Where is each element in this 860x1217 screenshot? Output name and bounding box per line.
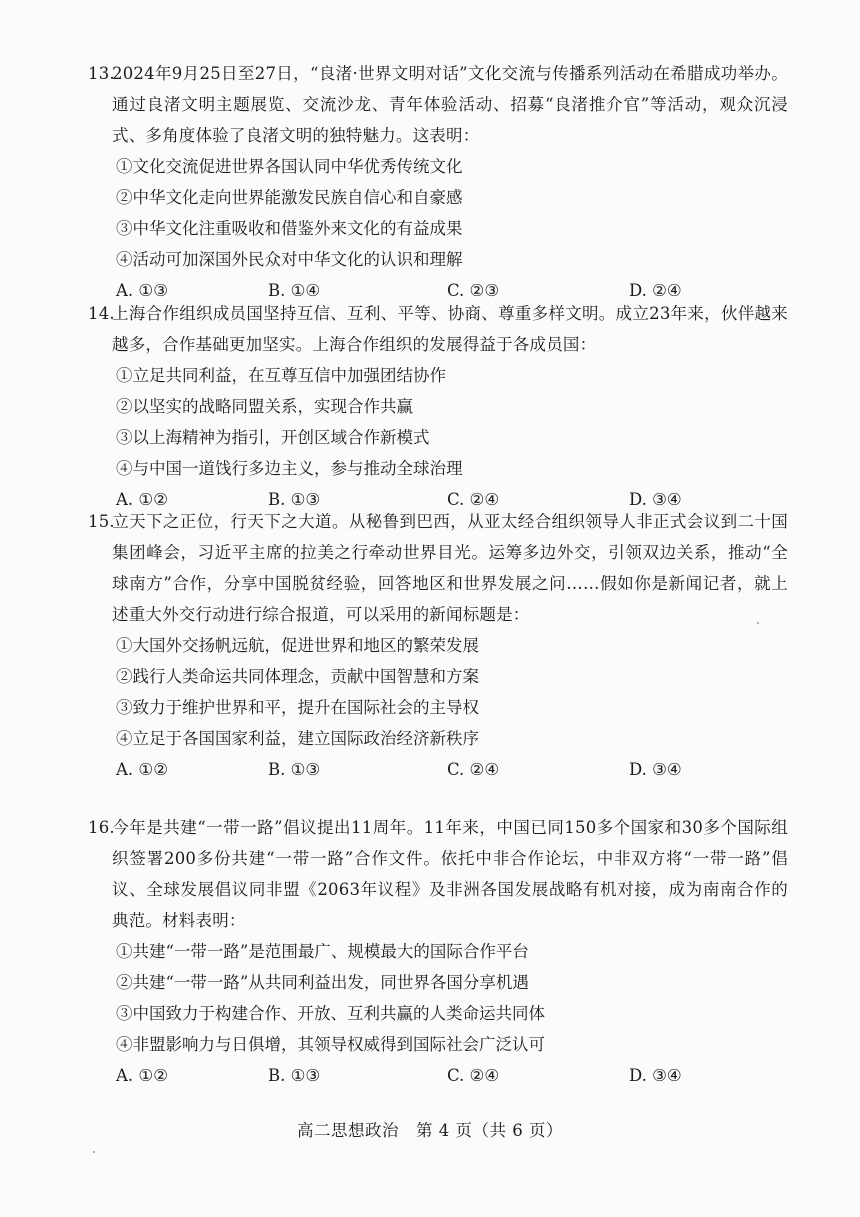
option-a[interactable]: A. ①②	[116, 1066, 168, 1085]
option-d[interactable]: D. ③④	[629, 1066, 682, 1085]
question-14	[88, 298, 788, 515]
statement-4: ④活动可加深国外民众对中华文化的认识和理解	[116, 250, 463, 269]
statement-1: ①文化交流促进世界各国认同中华优秀传统文化	[116, 157, 463, 176]
statement-3: ③中国致力于构建合作、开放、互利共赢的人类命运共同体	[116, 1004, 545, 1023]
option-b[interactable]: B. ①③	[268, 490, 321, 509]
answer-options	[88, 754, 788, 785]
option-b[interactable]: B. ①③	[268, 1066, 321, 1085]
question-stem	[88, 298, 788, 360]
statement-3: ③致力于维护世界和平，提升在国际社会的主导权	[116, 698, 479, 717]
scan-speck	[93, 1151, 95, 1153]
question-text: 立天下之正位，行天下之大道。从秘鲁到巴西，从亚太经合组织领导人非正式会议到二十国集团峰会，习近平主席的拉美之行牵动世界目光。运筹多边外交，引领双边关系，推动“全球南方”合作，分享中国脱贫经验，回答地区和世界发展之问……假如你是新闻记者，就上述重大外交行动进行综合报道，可以采用的新闻标题是：	[112, 512, 788, 624]
question-15	[88, 506, 788, 785]
question-number: 16.	[88, 818, 115, 837]
option-d[interactable]: D. ③④	[629, 490, 682, 509]
question-13	[88, 58, 788, 306]
statement-4: ④立足于各国国家利益，建立国际政治经济新秩序	[116, 729, 479, 748]
option-d[interactable]: D. ③④	[629, 760, 682, 779]
question-text: 上海合作组织成员国坚持互信、互利、平等、协商、尊重多样文明。成立23年来，伙伴越来越多，合作基础更加坚实。上海合作组织的发展得益于各成员国：	[112, 304, 788, 354]
option-c[interactable]: C. ②④	[447, 1066, 500, 1085]
question-text: 2024年9月25日至27日，“良渚·世界文明对话”文化交流与传播系列活动在希腊成功举办。通过良渚文明主题展览、交流沙龙、青年体验活动、招募“良渚推介官”等活动，观众沉浸式、多角度体验了良渚文明的独特魅力。这表明：	[112, 64, 788, 145]
answer-options	[88, 1060, 788, 1091]
question-16	[88, 812, 788, 1091]
question-stem	[88, 812, 788, 936]
statement-2: ②共建“一带一路”从共同利益出发，同世界各国分享机遇	[116, 973, 529, 992]
statement-2: ②中华文化走向世界能激发民族自信心和自豪感	[116, 188, 463, 207]
question-stem	[88, 58, 788, 151]
option-c[interactable]: C. ②④	[447, 760, 500, 779]
statement-3: ③以上海精神为指引，开创区域合作新模式	[116, 428, 430, 447]
option-d[interactable]: D. ②④	[629, 281, 682, 300]
option-c[interactable]: C. ②④	[447, 490, 500, 509]
option-b[interactable]: B. ①③	[268, 760, 321, 779]
statement-2: ②以坚实的战略同盟关系，实现合作共赢	[116, 397, 413, 416]
scan-speck	[757, 622, 759, 624]
statement-1: ①大国外交扬帆远航，促进世界和地区的繁荣发展	[116, 636, 479, 655]
question-text: 今年是共建“一带一路”倡议提出11周年。11年来，中国已同150多个国家和30多个国际组织签署200多份共建“一带一路”合作文件。依托中非合作论坛，中非双方将“一带一路”倡议、全球发展倡议同非盟《2063年议程》及非洲各国发展战略有机对接，成为南南合作的典范。材料表明：	[112, 818, 788, 930]
question-number: 14.	[88, 304, 115, 323]
option-a[interactable]: A. ①②	[116, 760, 168, 779]
option-a[interactable]: A. ①②	[116, 490, 168, 509]
statement-3: ③中华文化注重吸收和借鉴外来文化的有益成果	[116, 219, 463, 238]
statement-4: ④与中国一道饯行多边主义，参与推动全球治理	[116, 459, 463, 478]
question-number: 15.	[88, 512, 115, 531]
option-b[interactable]: B. ①④	[268, 281, 321, 300]
statement-4: ④非盟影响力与日俱增，其领导权威得到国际社会广泛认可	[116, 1035, 545, 1054]
option-a[interactable]: A. ①③	[116, 281, 168, 300]
option-c[interactable]: C. ②③	[447, 281, 500, 300]
statement-1: ①共建“一带一路”是范围最广、规模最大的国际合作平台	[116, 942, 529, 961]
page-footer: 高二思想政治 第 4 页（共 6 页）	[297, 1121, 563, 1140]
question-number: 13.	[88, 64, 115, 83]
statement-1: ①立足共同利益，在互尊互信中加强团结协作	[116, 366, 446, 385]
statement-2: ②践行人类命运共同体理念，贡献中国智慧和方案	[116, 667, 479, 686]
question-stem	[88, 506, 788, 630]
